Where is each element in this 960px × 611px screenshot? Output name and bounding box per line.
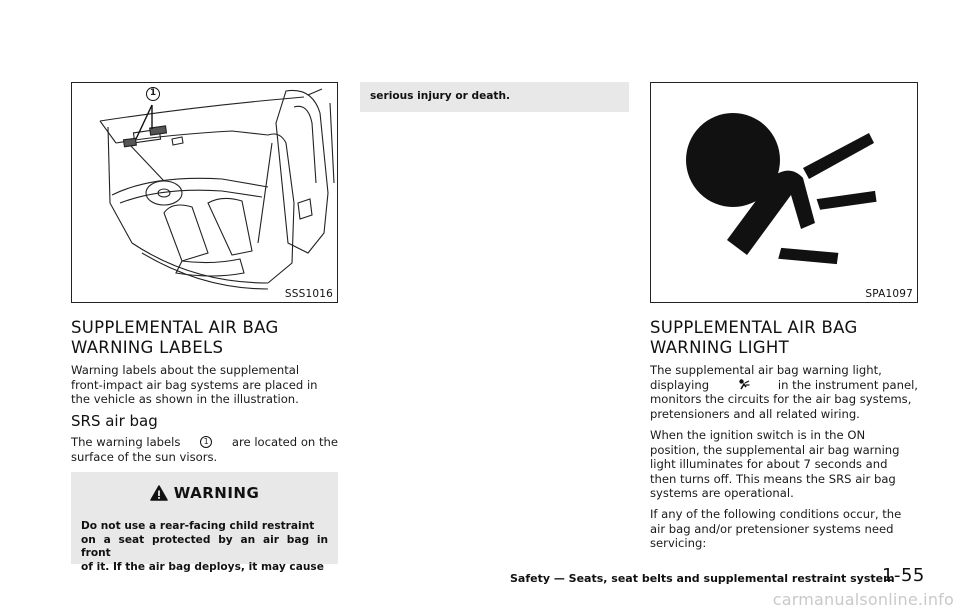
airbag-warning-inline-icon <box>738 378 750 390</box>
heading-line: WARNING LABELS <box>71 338 224 357</box>
text-line <box>71 435 338 450</box>
text-fragment: displaying <box>650 377 710 392</box>
warning-text <box>81 520 328 574</box>
car-interior-illustration <box>71 82 338 303</box>
callout-ref-icon: 1 <box>200 436 212 448</box>
text-line: When the ignition switch is in the ON <box>650 428 866 442</box>
text-line: light illuminates for about 7 seconds and <box>650 457 888 472</box>
warning-title <box>71 484 338 502</box>
subheading: SRS air bag <box>71 412 158 430</box>
section-heading <box>71 318 279 358</box>
warning-box <box>71 472 338 573</box>
warning-continued-box <box>360 82 629 112</box>
text-line: of it. If the air bag deploys, it may cause <box>81 560 324 573</box>
text-line: monitors the circuits for the air bag systems, <box>650 392 912 407</box>
paragraph <box>71 363 338 407</box>
text-line: front-impact air bag systems are placed in <box>71 377 318 392</box>
car-interior-drawing <box>72 83 337 302</box>
text-line: The supplemental air bag warning light, <box>650 363 882 377</box>
text-line: systems are operational. <box>650 486 794 501</box>
paragraph <box>71 435 338 464</box>
text-fragment: in the instrument panel, <box>777 377 918 392</box>
text-line: servicing: <box>650 536 707 551</box>
chapter-footer: Safety — Seats, seat belts and supplemental restraint system <box>510 572 895 585</box>
heading-line: WARNING LIGHT <box>650 338 789 357</box>
text-line: surface of the sun visors. <box>71 449 218 464</box>
paragraph <box>650 507 918 551</box>
warning-continued-text: serious injury or death. <box>370 90 511 102</box>
paragraph <box>650 428 918 501</box>
figure-code: SPA1097 <box>865 288 913 300</box>
watermark: carmanualsonline.info <box>772 590 954 609</box>
warning-triangle-icon <box>150 485 168 501</box>
text-line: Do not use a rear-facing child restraint <box>81 520 315 532</box>
text-fragment: The warning labels <box>71 435 181 449</box>
airbag-symbol-illustration <box>650 82 918 303</box>
warning-title-text: WARNING <box>173 484 260 502</box>
text-line: Warning labels about the supplemental <box>71 363 300 377</box>
text-line: position, the supplemental air bag warning <box>650 442 900 457</box>
text-line: air bag and/or pretensioner systems need <box>650 521 894 536</box>
text-line: If any of the following conditions occur, the <box>650 507 902 521</box>
text-line <box>650 378 918 393</box>
text-line: the vehicle as shown in the illustration. <box>71 392 299 407</box>
heading-line: SUPPLEMENTAL AIR BAG <box>650 318 858 337</box>
text-fragment: are located on the <box>231 435 338 449</box>
heading-line: SUPPLEMENTAL AIR BAG <box>71 318 279 337</box>
text-line: pretensioners and all related wiring. <box>650 406 860 421</box>
text-line: on a seat protected by an air bag in front <box>81 533 328 559</box>
figure-code: SSS1016 <box>284 288 333 300</box>
page-number: 1-55 <box>882 565 925 586</box>
airbag-warning-icon <box>651 83 917 302</box>
paragraph <box>650 363 918 421</box>
text-line: then turns off. This means the SRS air bag <box>650 471 896 486</box>
section-heading <box>650 318 858 358</box>
callout-number-1: 1 <box>146 87 160 101</box>
